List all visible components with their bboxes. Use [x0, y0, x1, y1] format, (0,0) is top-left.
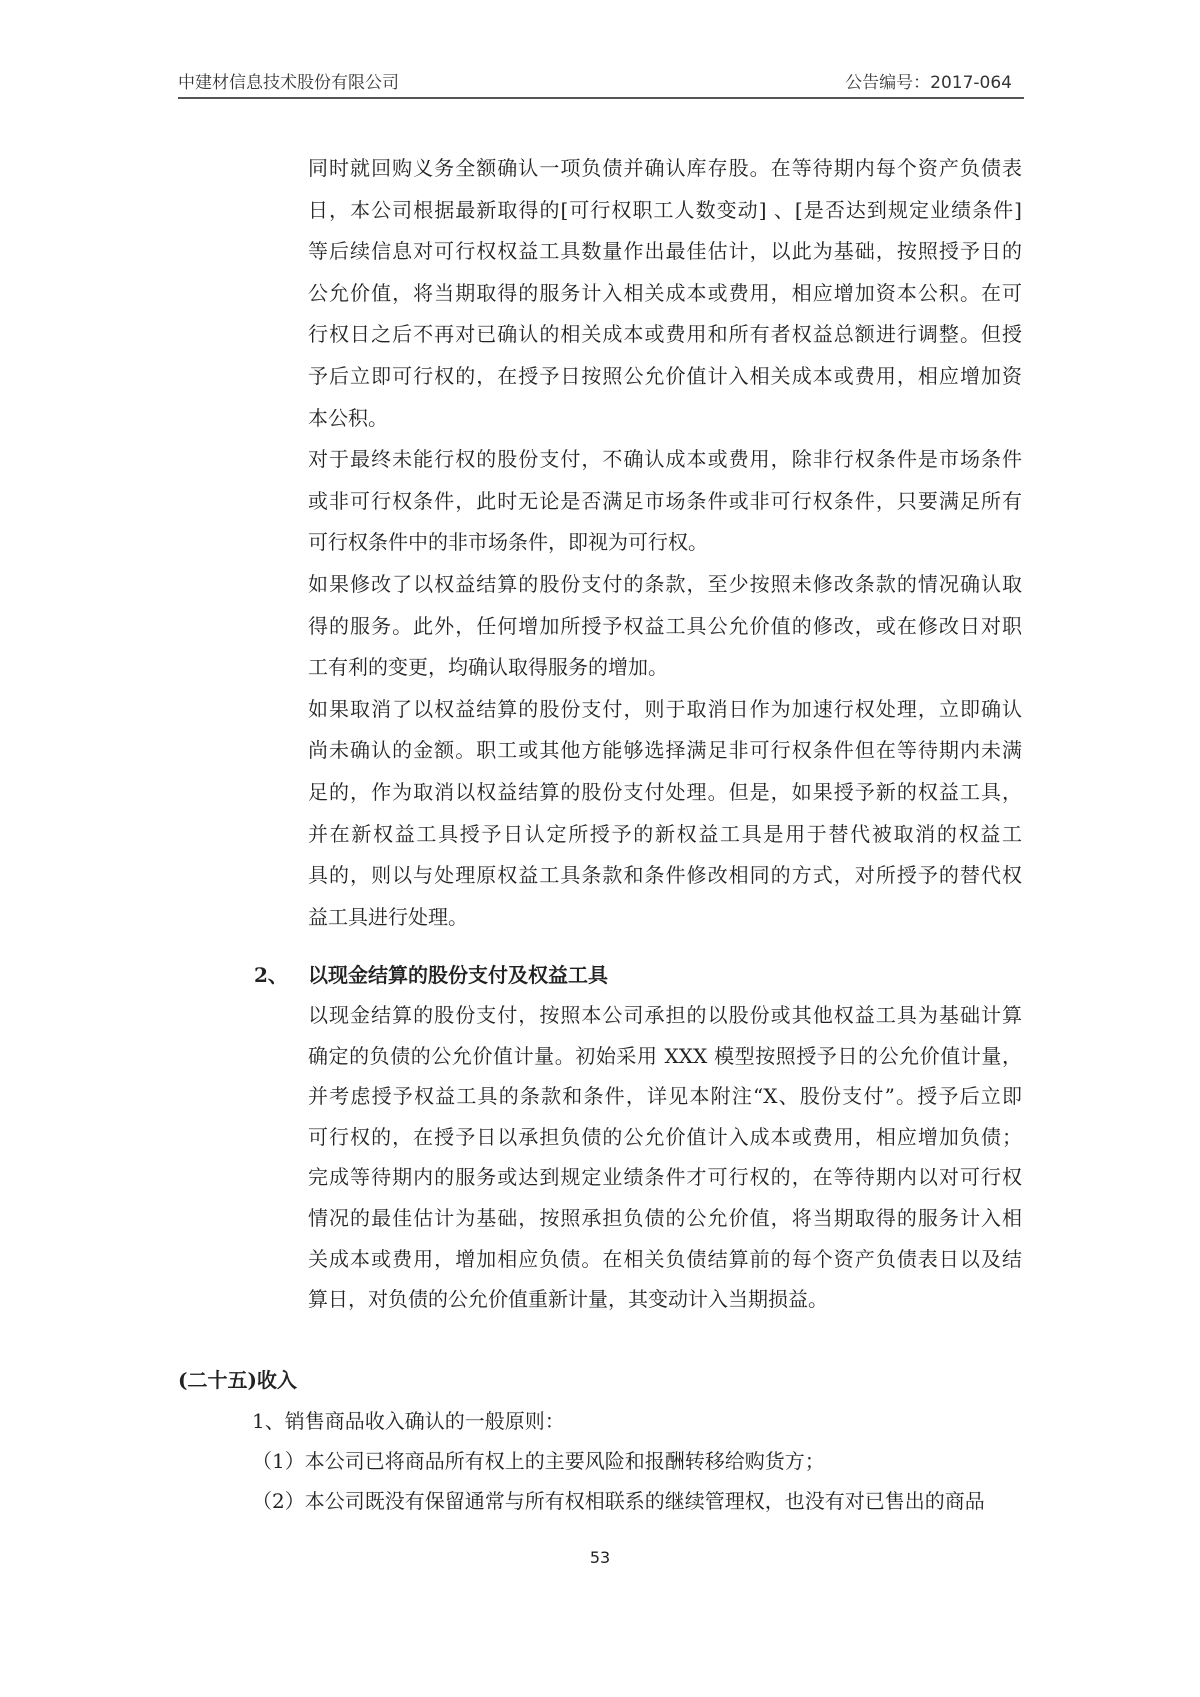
header-notice-number: 公告编号：2017-064 — [845, 73, 1012, 93]
paragraph-line: 行权日之后不再对已确认的相关成本或费用和所有者权益总额进行调整。但授 — [308, 322, 1022, 347]
paragraph-line: 确定的负债的公允价值计量。初始采用 XXX 模型按照授予日的公允价值计量， — [308, 1043, 1022, 1068]
paragraph-line: 具的，则以与处理原权益工具条款和条件修改相同的方式，对所授予的替代权 — [308, 863, 1022, 888]
paragraph-line: 尚未确认的金额。职工或其他方能够选择满足非可行权条件但在等待期内未满 — [308, 738, 1022, 763]
paragraph-line: 得的服务。此外，任何增加所授予权益工具公允价值的修改，或在修改日对职 — [308, 613, 1022, 638]
revenue-item-1: （1）本公司已将商品所有权上的主要风险和报酬转移给购货方； — [252, 1449, 825, 1473]
paragraph-line: 日，本公司根据最新取得的[可行权职工人数变动] 、[是否达到规定业绩条件] — [308, 197, 1022, 222]
paragraph-line: 并考虑授予权益工具的条款和条件，详见本附注“X、股份支付”。授予后立即 — [308, 1084, 1022, 1109]
paragraph-line: 或非可行权条件，此时无论是否满足市场条件或非可行权条件，只要满足所有 — [308, 488, 1022, 513]
revenue-subheading: 1、销售商品收入确认的一般原则： — [252, 1409, 565, 1433]
paragraph-line: 完成等待期内的服务或达到规定业绩条件才可行权的，在等待期内以对可行权 — [308, 1165, 1022, 1190]
revenue-item-2: （2）本公司既没有保留通常与所有权相联系的继续管理权，也没有对已售出的商品 — [252, 1489, 985, 1513]
section-title: 以现金结算的股份支付及权益工具 — [308, 963, 608, 987]
paragraph-line: 等后续信息对可行权权益工具数量作出最佳估计，以此为基础，按照授予日的 — [308, 239, 1022, 264]
paragraph-line: 关成本或费用，增加相应负债。在相关负债结算前的每个资产负债表日以及结 — [308, 1246, 1022, 1271]
paragraph-line: 如果修改了以权益结算的股份支付的条款，至少按照未修改条款的情况确认取 — [308, 572, 1022, 596]
header-divider — [178, 97, 1024, 99]
paragraph-line: 本公积。 — [308, 405, 388, 430]
paragraph-line: 算日，对负债的公允价值重新计量，其变动计入当期损益。 — [308, 1287, 828, 1312]
paragraph-line: 公允价值，将当期取得的服务计入相关成本或费用，相应增加资本公积。在可 — [308, 280, 1022, 305]
revenue-heading: (二十五)收入 — [178, 1368, 297, 1392]
paragraph-line: 并在新权益工具授予日认定所授予的新权益工具是用于替代被取消的权益工 — [308, 821, 1022, 846]
paragraph-line: 工有利的变更，均确认取得服务的增加。 — [308, 655, 668, 680]
paragraph-line: 可行权条件中的非市场条件，即视为可行权。 — [308, 530, 708, 555]
page-number: 53 — [589, 1548, 611, 1567]
paragraph-line: 如果取消了以权益结算的股份支付，则于取消日作为加速行权处理，立即确认 — [308, 696, 1022, 721]
paragraph-line: 益工具进行处理。 — [308, 904, 468, 929]
paragraph-line: 情况的最佳估计为基础，按照承担负债的公允价值，将当期取得的服务计入相 — [308, 1206, 1022, 1230]
paragraph-line: 可行权的，在授予日以承担负债的公允价值计入成本或费用，相应增加负债； — [308, 1124, 1022, 1149]
section-number: 2、 — [254, 963, 288, 987]
header-company: 中建材信息技术股份有限公司 — [178, 73, 399, 93]
paragraph-line: 对于最终未能行权的股份支付，不确认成本或费用，除非行权条件是市场条件 — [308, 447, 1022, 472]
paragraph-line: 予后立即可行权的，在授予日按照公允价值计入相关成本或费用，相应增加资 — [308, 364, 1022, 388]
paragraph-line: 同时就回购义务全额确认一项负债并确认库存股。在等待期内每个资产负债表 — [308, 156, 1022, 180]
paragraph-line: 以现金结算的股份支付，按照本公司承担的以股份或其他权益工具为基础计算 — [308, 1003, 1022, 1027]
paragraph-line: 足的，作为取消以权益结算的股份支付处理。但是，如果授予新的权益工具， — [308, 780, 1022, 804]
